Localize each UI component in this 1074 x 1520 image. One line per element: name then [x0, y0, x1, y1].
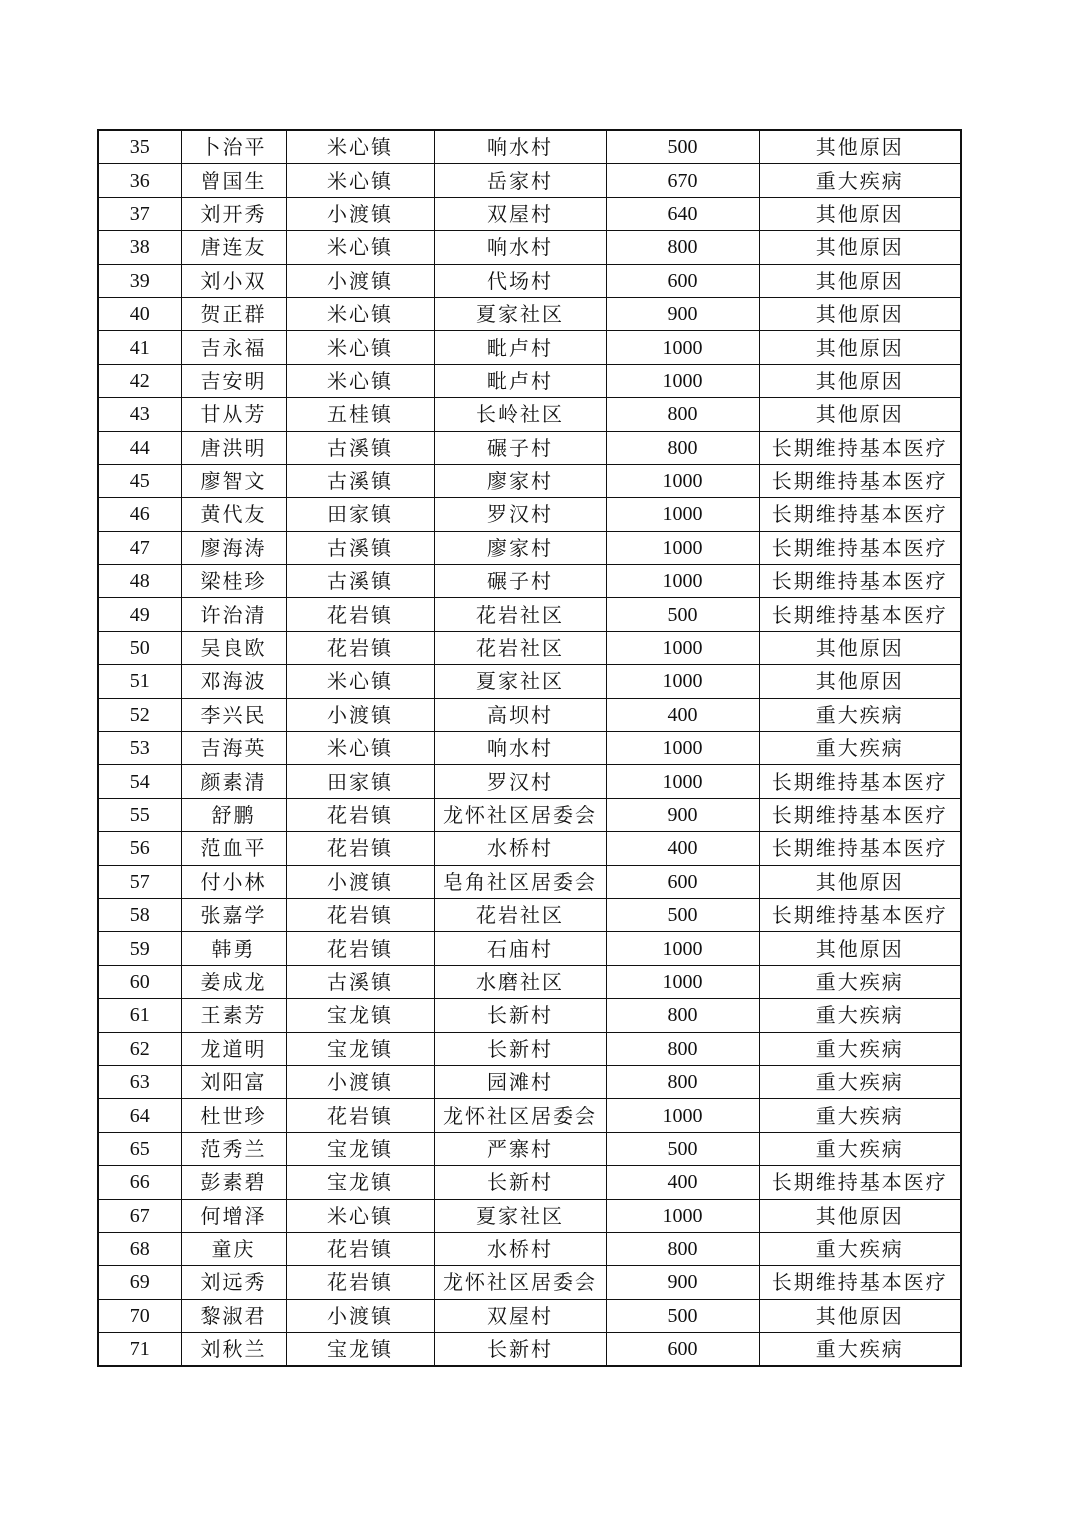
cell-reason: 其他原因 — [759, 865, 961, 898]
cell-reason: 其他原因 — [759, 1299, 961, 1332]
cell-name: 梁桂珍 — [181, 565, 286, 598]
cell-reason: 长期维持基本医疗 — [759, 565, 961, 598]
cell-amount: 800 — [606, 1065, 759, 1098]
cell-village: 代场村 — [434, 264, 606, 297]
cell-town: 五桂镇 — [286, 398, 434, 431]
cell-village: 花岩社区 — [434, 631, 606, 664]
cell-number: 35 — [98, 130, 181, 164]
cell-name: 许治清 — [181, 598, 286, 631]
cell-town: 古溪镇 — [286, 565, 434, 598]
cell-reason: 重大疾病 — [759, 965, 961, 998]
cell-reason: 长期维持基本医疗 — [759, 464, 961, 497]
cell-amount: 400 — [606, 1166, 759, 1199]
cell-reason: 长期维持基本医疗 — [759, 798, 961, 831]
cell-town: 米心镇 — [286, 297, 434, 330]
cell-name: 曾国生 — [181, 164, 286, 197]
cell-amount: 600 — [606, 865, 759, 898]
cell-amount: 500 — [606, 1299, 759, 1332]
cell-name: 王素芳 — [181, 999, 286, 1032]
table-row — [98, 364, 961, 397]
cell-name: 吴良欧 — [181, 631, 286, 664]
cell-village: 石庙村 — [434, 932, 606, 965]
cell-name: 唐连友 — [181, 231, 286, 264]
cell-town: 米心镇 — [286, 1199, 434, 1232]
cell-reason: 其他原因 — [759, 665, 961, 698]
table-row — [98, 765, 961, 798]
cell-reason: 重大疾病 — [759, 1333, 961, 1367]
cell-reason: 重大疾病 — [759, 164, 961, 197]
cell-village: 响水村 — [434, 231, 606, 264]
table-row — [98, 164, 961, 197]
table-row — [98, 1232, 961, 1265]
cell-name: 彭素碧 — [181, 1166, 286, 1199]
cell-village: 水磨社区 — [434, 965, 606, 998]
cell-town: 宝龙镇 — [286, 1132, 434, 1165]
cell-name: 贺正群 — [181, 297, 286, 330]
cell-amount: 670 — [606, 164, 759, 197]
cell-town: 小渡镇 — [286, 197, 434, 230]
cell-town: 宝龙镇 — [286, 999, 434, 1032]
cell-number: 47 — [98, 531, 181, 564]
cell-name: 邓海波 — [181, 665, 286, 698]
cell-town: 小渡镇 — [286, 1299, 434, 1332]
cell-name: 李兴民 — [181, 698, 286, 731]
cell-amount: 500 — [606, 130, 759, 164]
table-row — [98, 297, 961, 330]
cell-reason: 长期维持基本医疗 — [759, 832, 961, 865]
cell-name: 龙道明 — [181, 1032, 286, 1065]
cell-town: 小渡镇 — [286, 264, 434, 297]
cell-town: 米心镇 — [286, 331, 434, 364]
cell-town: 花岩镇 — [286, 832, 434, 865]
cell-village: 夏家社区 — [434, 665, 606, 698]
cell-village: 花岩社区 — [434, 898, 606, 931]
cell-name: 甘从芳 — [181, 398, 286, 431]
cell-reason: 其他原因 — [759, 130, 961, 164]
cell-name: 张嘉学 — [181, 898, 286, 931]
cell-reason: 重大疾病 — [759, 1032, 961, 1065]
cell-town: 花岩镇 — [286, 598, 434, 631]
cell-amount: 500 — [606, 1132, 759, 1165]
cell-village: 长新村 — [434, 1032, 606, 1065]
cell-town: 田家镇 — [286, 498, 434, 531]
table-row — [98, 231, 961, 264]
cell-village: 龙怀社区居委会 — [434, 798, 606, 831]
cell-name: 黄代友 — [181, 498, 286, 531]
cell-reason: 长期维持基本医疗 — [759, 765, 961, 798]
table-row — [98, 130, 961, 164]
cell-number: 69 — [98, 1266, 181, 1299]
cell-town: 花岩镇 — [286, 631, 434, 664]
cell-name: 刘远秀 — [181, 1266, 286, 1299]
table-row — [98, 431, 961, 464]
cell-amount: 1000 — [606, 765, 759, 798]
cell-name: 卜治平 — [181, 130, 286, 164]
assistance-roster-table — [97, 129, 962, 1367]
table-row — [98, 999, 961, 1032]
cell-name: 韩勇 — [181, 932, 286, 965]
cell-number: 70 — [98, 1299, 181, 1332]
table-row — [98, 464, 961, 497]
cell-amount: 1000 — [606, 331, 759, 364]
table-row — [98, 1032, 961, 1065]
cell-number: 44 — [98, 431, 181, 464]
table-row — [98, 1132, 961, 1165]
cell-number: 36 — [98, 164, 181, 197]
cell-reason: 其他原因 — [759, 197, 961, 230]
table-row — [98, 197, 961, 230]
table-row — [98, 1299, 961, 1332]
cell-reason: 长期维持基本医疗 — [759, 431, 961, 464]
cell-village: 夏家社区 — [434, 297, 606, 330]
cell-village: 双屋村 — [434, 197, 606, 230]
cell-name: 舒鹏 — [181, 798, 286, 831]
cell-amount: 400 — [606, 832, 759, 865]
table-row — [98, 264, 961, 297]
cell-village: 长岭社区 — [434, 398, 606, 431]
cell-town: 花岩镇 — [286, 1099, 434, 1132]
cell-village: 高坝村 — [434, 698, 606, 731]
cell-amount: 900 — [606, 297, 759, 330]
table-row — [98, 865, 961, 898]
table-row — [98, 1065, 961, 1098]
cell-reason: 其他原因 — [759, 331, 961, 364]
cell-number: 45 — [98, 464, 181, 497]
table-row — [98, 1099, 961, 1132]
cell-reason: 其他原因 — [759, 1199, 961, 1232]
roster-table-body — [98, 130, 961, 1366]
cell-amount: 800 — [606, 431, 759, 464]
cell-village: 花岩社区 — [434, 598, 606, 631]
cell-name: 杜世珍 — [181, 1099, 286, 1132]
cell-town: 花岩镇 — [286, 898, 434, 931]
cell-village: 响水村 — [434, 732, 606, 765]
cell-amount: 1000 — [606, 631, 759, 664]
cell-number: 42 — [98, 364, 181, 397]
cell-village: 廖家村 — [434, 464, 606, 497]
cell-town: 宝龙镇 — [286, 1333, 434, 1367]
table-row — [98, 1199, 961, 1232]
cell-number: 71 — [98, 1333, 181, 1367]
cell-number: 63 — [98, 1065, 181, 1098]
cell-village: 罗汉村 — [434, 765, 606, 798]
table-row — [98, 732, 961, 765]
cell-town: 小渡镇 — [286, 1065, 434, 1098]
cell-amount: 500 — [606, 898, 759, 931]
cell-town: 小渡镇 — [286, 865, 434, 898]
cell-town: 花岩镇 — [286, 1232, 434, 1265]
cell-amount: 1000 — [606, 1199, 759, 1232]
cell-number: 56 — [98, 832, 181, 865]
cell-reason: 其他原因 — [759, 297, 961, 330]
table-row — [98, 832, 961, 865]
table-row — [98, 1266, 961, 1299]
cell-town: 米心镇 — [286, 732, 434, 765]
cell-name: 刘秋兰 — [181, 1333, 286, 1367]
cell-town: 宝龙镇 — [286, 1032, 434, 1065]
cell-town: 宝龙镇 — [286, 1166, 434, 1199]
table-row — [98, 898, 961, 931]
table-row — [98, 565, 961, 598]
cell-amount: 1000 — [606, 665, 759, 698]
table-row — [98, 531, 961, 564]
cell-village: 夏家社区 — [434, 1199, 606, 1232]
cell-town: 花岩镇 — [286, 798, 434, 831]
cell-number: 60 — [98, 965, 181, 998]
cell-number: 67 — [98, 1199, 181, 1232]
cell-number: 49 — [98, 598, 181, 631]
cell-number: 62 — [98, 1032, 181, 1065]
cell-amount: 1000 — [606, 464, 759, 497]
cell-name: 吉永福 — [181, 331, 286, 364]
cell-amount: 400 — [606, 698, 759, 731]
cell-number: 65 — [98, 1132, 181, 1165]
table-row — [98, 598, 961, 631]
cell-number: 51 — [98, 665, 181, 698]
cell-name: 何增泽 — [181, 1199, 286, 1232]
cell-reason: 长期维持基本医疗 — [759, 898, 961, 931]
cell-number: 37 — [98, 197, 181, 230]
cell-village: 响水村 — [434, 130, 606, 164]
cell-village: 皂角社区居委会 — [434, 865, 606, 898]
cell-amount: 1000 — [606, 531, 759, 564]
cell-amount: 800 — [606, 398, 759, 431]
cell-village: 碾子村 — [434, 565, 606, 598]
cell-town: 花岩镇 — [286, 1266, 434, 1299]
cell-number: 41 — [98, 331, 181, 364]
cell-name: 廖海涛 — [181, 531, 286, 564]
cell-reason: 重大疾病 — [759, 1232, 961, 1265]
cell-name: 童庆 — [181, 1232, 286, 1265]
cell-village: 园滩村 — [434, 1065, 606, 1098]
cell-town: 古溪镇 — [286, 431, 434, 464]
cell-reason: 重大疾病 — [759, 698, 961, 731]
cell-reason: 其他原因 — [759, 264, 961, 297]
cell-amount: 900 — [606, 1266, 759, 1299]
cell-reason: 长期维持基本医疗 — [759, 1266, 961, 1299]
cell-number: 58 — [98, 898, 181, 931]
cell-village: 碾子村 — [434, 431, 606, 464]
cell-reason: 重大疾病 — [759, 1099, 961, 1132]
cell-village: 长新村 — [434, 1166, 606, 1199]
cell-number: 66 — [98, 1166, 181, 1199]
cell-reason: 其他原因 — [759, 631, 961, 664]
cell-name: 姜成龙 — [181, 965, 286, 998]
cell-village: 毗卢村 — [434, 331, 606, 364]
cell-amount: 800 — [606, 231, 759, 264]
cell-village: 龙怀社区居委会 — [434, 1099, 606, 1132]
cell-town: 古溪镇 — [286, 464, 434, 497]
cell-amount: 600 — [606, 264, 759, 297]
table-row — [98, 498, 961, 531]
cell-village: 岳家村 — [434, 164, 606, 197]
cell-name: 范血平 — [181, 832, 286, 865]
cell-amount: 800 — [606, 1232, 759, 1265]
cell-amount: 1000 — [606, 565, 759, 598]
cell-village: 双屋村 — [434, 1299, 606, 1332]
cell-amount: 640 — [606, 197, 759, 230]
cell-number: 48 — [98, 565, 181, 598]
cell-amount: 1000 — [606, 732, 759, 765]
cell-name: 颜素清 — [181, 765, 286, 798]
cell-amount: 600 — [606, 1333, 759, 1367]
cell-number: 59 — [98, 932, 181, 965]
table-row — [98, 1333, 961, 1367]
cell-name: 吉海英 — [181, 732, 286, 765]
cell-town: 米心镇 — [286, 665, 434, 698]
cell-amount: 1000 — [606, 965, 759, 998]
cell-town: 米心镇 — [286, 130, 434, 164]
table-row — [98, 798, 961, 831]
cell-village: 水桥村 — [434, 832, 606, 865]
table-row — [98, 398, 961, 431]
cell-reason: 长期维持基本医疗 — [759, 498, 961, 531]
cell-number: 57 — [98, 865, 181, 898]
cell-name: 吉安明 — [181, 364, 286, 397]
cell-town: 古溪镇 — [286, 531, 434, 564]
table-row — [98, 631, 961, 664]
cell-name: 刘开秀 — [181, 197, 286, 230]
table-row — [98, 331, 961, 364]
cell-number: 50 — [98, 631, 181, 664]
cell-reason: 长期维持基本医疗 — [759, 531, 961, 564]
table-row — [98, 665, 961, 698]
cell-amount: 1000 — [606, 498, 759, 531]
cell-village: 长新村 — [434, 1333, 606, 1367]
cell-number: 68 — [98, 1232, 181, 1265]
cell-town: 米心镇 — [286, 231, 434, 264]
cell-name: 唐洪明 — [181, 431, 286, 464]
cell-reason: 重大疾病 — [759, 732, 961, 765]
cell-amount: 800 — [606, 999, 759, 1032]
cell-amount: 900 — [606, 798, 759, 831]
cell-town: 米心镇 — [286, 164, 434, 197]
cell-village: 水桥村 — [434, 1232, 606, 1265]
cell-amount: 1000 — [606, 932, 759, 965]
cell-number: 43 — [98, 398, 181, 431]
cell-name: 付小林 — [181, 865, 286, 898]
cell-town: 米心镇 — [286, 364, 434, 397]
cell-reason: 长期维持基本医疗 — [759, 598, 961, 631]
cell-amount: 500 — [606, 598, 759, 631]
cell-reason: 其他原因 — [759, 364, 961, 397]
cell-number: 40 — [98, 297, 181, 330]
cell-number: 46 — [98, 498, 181, 531]
cell-number: 64 — [98, 1099, 181, 1132]
cell-reason: 其他原因 — [759, 398, 961, 431]
cell-number: 52 — [98, 698, 181, 731]
table-row — [98, 932, 961, 965]
cell-village: 廖家村 — [434, 531, 606, 564]
cell-number: 39 — [98, 264, 181, 297]
cell-village: 长新村 — [434, 999, 606, 1032]
cell-name: 刘小双 — [181, 264, 286, 297]
cell-reason: 长期维持基本医疗 — [759, 1166, 961, 1199]
cell-number: 53 — [98, 732, 181, 765]
cell-reason: 其他原因 — [759, 231, 961, 264]
cell-number: 55 — [98, 798, 181, 831]
table-row — [98, 1166, 961, 1199]
cell-name: 廖智文 — [181, 464, 286, 497]
cell-village: 严寨村 — [434, 1132, 606, 1165]
cell-town: 花岩镇 — [286, 932, 434, 965]
cell-reason: 其他原因 — [759, 932, 961, 965]
cell-amount: 1000 — [606, 1099, 759, 1132]
table-row — [98, 965, 961, 998]
cell-amount: 1000 — [606, 364, 759, 397]
table-row — [98, 698, 961, 731]
cell-reason: 重大疾病 — [759, 1065, 961, 1098]
cell-town: 古溪镇 — [286, 965, 434, 998]
cell-name: 范秀兰 — [181, 1132, 286, 1165]
cell-town: 小渡镇 — [286, 698, 434, 731]
cell-amount: 800 — [606, 1032, 759, 1065]
cell-reason: 重大疾病 — [759, 1132, 961, 1165]
cell-name: 黎淑君 — [181, 1299, 286, 1332]
cell-village: 龙怀社区居委会 — [434, 1266, 606, 1299]
cell-number: 54 — [98, 765, 181, 798]
cell-number: 38 — [98, 231, 181, 264]
cell-name: 刘阳富 — [181, 1065, 286, 1098]
cell-number: 61 — [98, 999, 181, 1032]
cell-town: 田家镇 — [286, 765, 434, 798]
cell-reason: 重大疾病 — [759, 999, 961, 1032]
cell-village: 罗汉村 — [434, 498, 606, 531]
cell-village: 毗卢村 — [434, 364, 606, 397]
